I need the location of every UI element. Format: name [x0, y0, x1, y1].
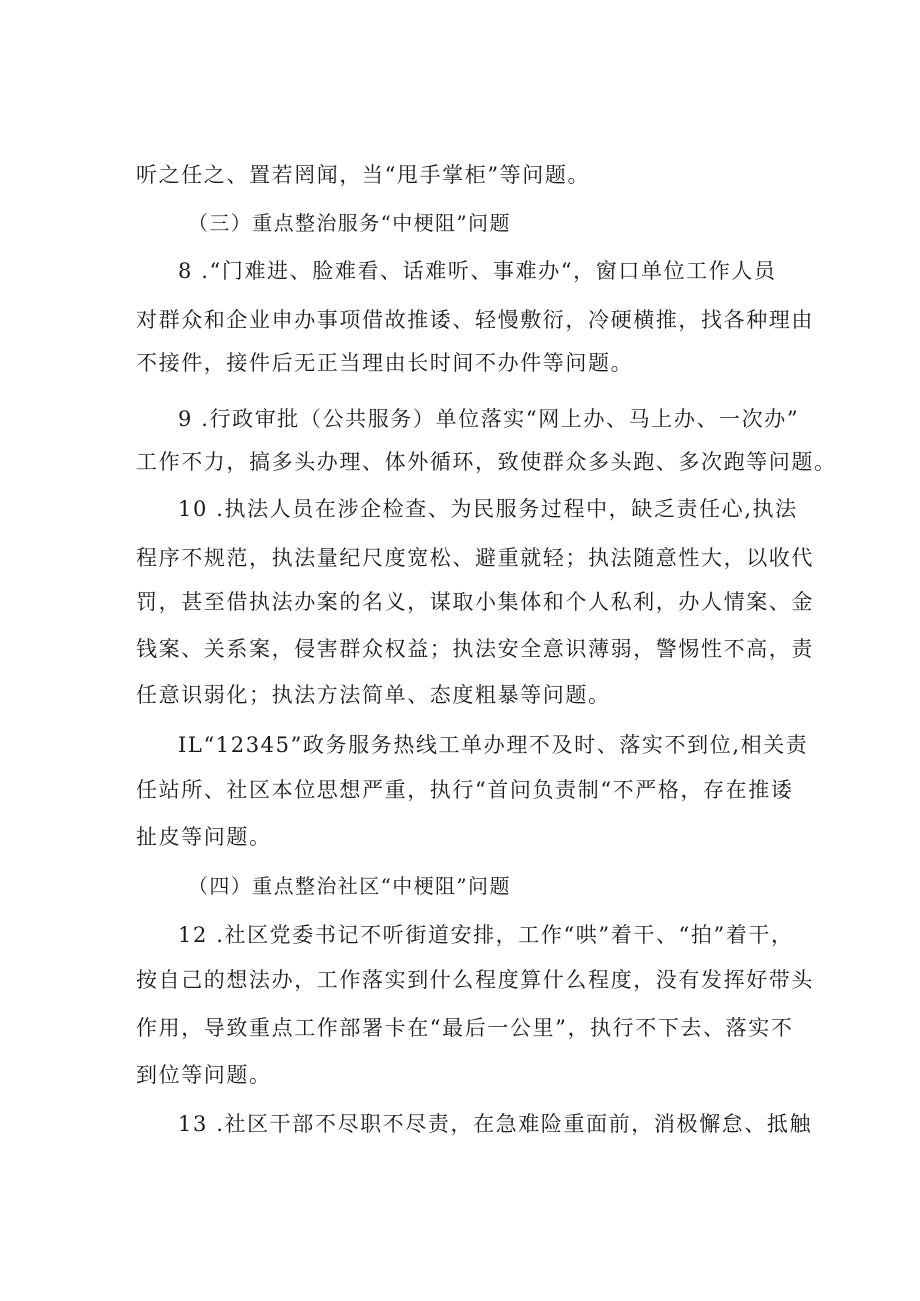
text-line-item-8-a: 8 .“门难进、脸难看、话难听、事难办“，窗口单位工作人员: [178, 259, 777, 283]
text-line-item-9-a: 9 .行政审批（公共服务）单位落实“网上办、马上办、一次办”: [178, 407, 800, 431]
text-line-item-10-b: 程序不规范，执法量纪尺度宽松、避重就轻；执法随意性大，以收代: [136, 546, 814, 570]
text-line-item-10-d: 钱案、关系案，侵害群众权益；执法安全意识薄弱，警惕性不高，责: [136, 637, 814, 661]
section-heading-3: （三）重点整治服务“中梗阻”问题: [188, 211, 511, 235]
text-line-item-10-a: 10 .执法人员在涉企检查、为民服务过程中，缺乏责任心,执法: [178, 497, 798, 521]
text-line-item-12-d: 到位等问题。: [136, 1063, 272, 1087]
text-line-item-11-a: IL“12345”政务服务热线工单办理不及时、落实不到位,相关责: [178, 733, 809, 757]
text-line-item-12-b: 按自己的想法办，工作落实到什么程度算什么程度，没有发挥好带头: [136, 968, 814, 992]
text-line-item-12-a: 12 .社区党委书记不听街道安排，工作“哄”着干、“拍”着干，: [178, 923, 794, 947]
text-line-item-10-e: 任意识弱化；执法方法简单、态度粗暴等问题。: [136, 683, 611, 707]
text-line-item-11-b: 任站所、社区本位思想严重，执行“首问负责制“不严格，存在推诿: [136, 778, 794, 802]
text-line-item-8-c: 不接件，接件后无正当理由长时间不办件等问题。: [136, 351, 634, 375]
text-line-item-12-c: 作用，导致重点工作部署卡在“最后一公里”，执行不下去、落实不: [136, 1016, 794, 1040]
text-line-item-13-a: 13 .社区干部不尽职不尽责，在急难险重面前，消极懈怠、抵触: [178, 1112, 813, 1136]
text-line-item-10-c: 罚，甚至借执法办案的名义，谋取小集体和个人私利，办人情案、金: [136, 590, 814, 614]
text-line-item-9-b: 工作不力，搞多头办理、体外循环，致使群众多头跑、多次跑等问题。: [136, 450, 837, 474]
text-line-1: 听之任之、置若罔闻，当“甩手掌柜”等问题。: [136, 163, 591, 187]
section-heading-4: （四）重点整治社区“中梗阻”问题: [188, 874, 511, 898]
text-line-item-8-b: 对群众和企业申办事项借故推诿、轻慢敷衍，冷硬横推，找各种理由: [136, 308, 814, 332]
text-line-item-11-c: 扯皮等问题。: [136, 825, 272, 849]
